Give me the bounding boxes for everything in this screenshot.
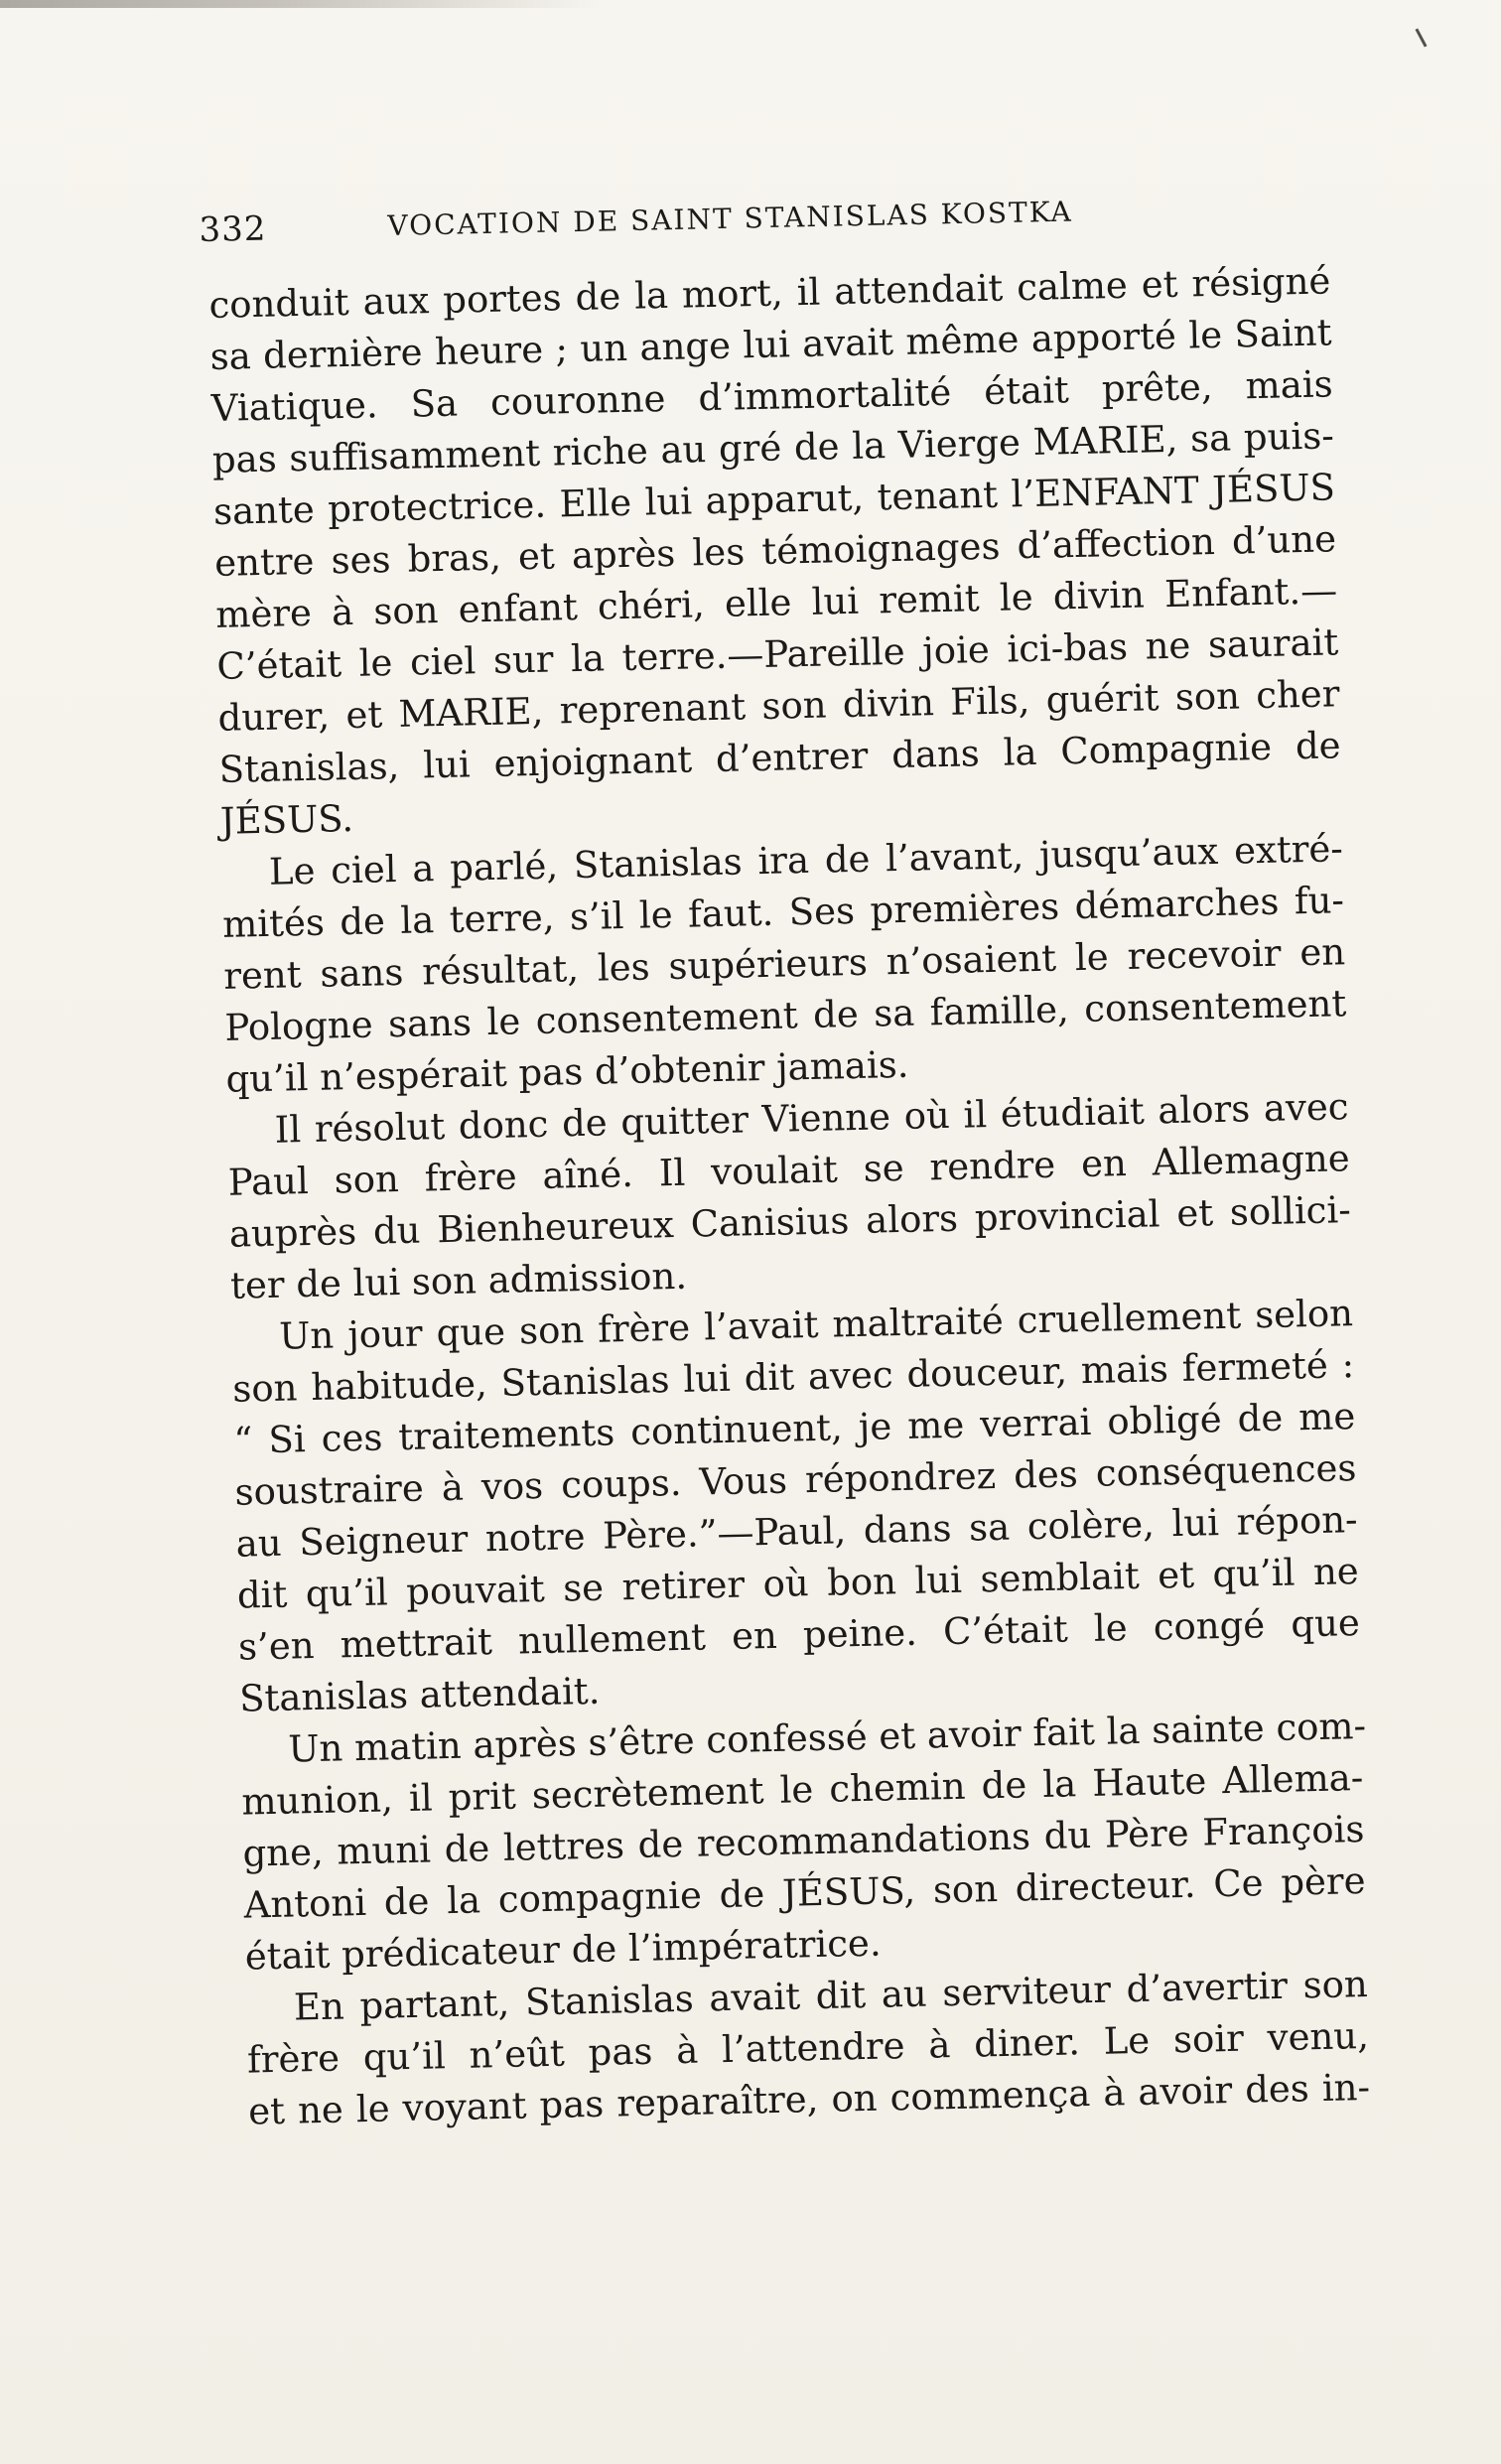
scan-edge-shadow — [0, 0, 1501, 8]
text-line: mère à son enfant chéri, elle lui remit le divin Enfant.— — [214, 569, 1338, 636]
text-line: “ Si ces traitements continuent, je me verrai obligé de me — [233, 1395, 1356, 1462]
text-line: était prédicateur de l’impératrice. — [244, 1921, 883, 1979]
page-number: 332 — [199, 208, 267, 250]
text-line: Paul son frère aîné. Il voulait se rendre en Allemagne — [227, 1137, 1351, 1204]
text-line: entre ses bras, et après les témoignages d’affection d’une — [213, 517, 1337, 585]
text-line: rent sans résultat, les supérieurs n’osaient le recevoir en — [222, 930, 1346, 998]
text-line: conduit aux portes de la mort, il attendait calme et résigné — [208, 259, 1331, 327]
text-line: JÉSUS. — [219, 796, 354, 843]
text-line: En partant, Stanislas avait dit au serviteur d’avertir son — [293, 1962, 1369, 2029]
text-line: gne, muni de lettres de recommandations du Père François — [242, 1807, 1365, 1875]
text-line: dit qu’il pouvait se retirer où bon lui semblait et qu’il ne — [236, 1550, 1360, 1617]
text-line: au Seigneur notre Père.”—Paul, dans sa colère, lui répon- — [235, 1498, 1358, 1566]
text-line: durer, et MARIE, reprenant son divin Fils, guérit son cher — [217, 672, 1340, 740]
text-line: Le ciel a parlé, Stanislas ira de l’avant, jusqu’aux extré- — [268, 827, 1344, 893]
text-line: munion, il prit secrètement le chemin de la Haute Allema- — [240, 1755, 1364, 1824]
text-line: Un matin après s’être confessé et avoir fait la sainte com- — [287, 1704, 1367, 1771]
text-line: Antoni de la compagnie de JÉSUS, son directeur. Ce père — [243, 1858, 1366, 1927]
text-line: frère qu’il n’eût pas à l’attendre à diner. Le soir venu, — [246, 2013, 1370, 2082]
text-line: mités de la terre, s’il le faut. Ses premières démarches fu- — [221, 879, 1345, 946]
text-line: Stanislas attendait. — [238, 1669, 601, 1720]
text-line: sante protectrice. Elle lui apparut, tenant l’ENFANT JÉSUS — [212, 466, 1336, 533]
text-line: son habitude, Stanislas lui dit avec douceur, mais fermeté : — [231, 1343, 1355, 1411]
text-line: sa dernière heure ; un ange lui avait même apporté le Saint — [209, 311, 1332, 378]
text-line: Stanislas, lui enjoignant d’entrer dans la Compagnie de — [218, 724, 1341, 791]
text-line: s’en mettrait nullement en peine. C’était le congé que — [237, 1601, 1361, 1669]
text-line: C’était le ciel sur la terre.—Pareille joie ici-bas ne saurait — [216, 620, 1339, 688]
text-line: et ne le voyant pas reparaître, on commença à avoir des in- — [247, 2065, 1371, 2133]
text-line: soustraire à vos coups. Vous répondrez des conséquences — [234, 1446, 1357, 1514]
text-line: Viatique. Sa couronne d’immortalité était prête, mais — [210, 362, 1334, 430]
scan-mark — [1415, 28, 1427, 47]
text-line: Pologne sans le consentement de sa famille, consentement — [223, 982, 1347, 1049]
text-line: pas suffisamment riche au gré de la Vierge MARIE, sa puis- — [211, 414, 1335, 481]
text-line: ter de lui son admission. — [229, 1254, 688, 1307]
text-line: Il résolut donc de quitter Vienne où il étudiait alors avec — [274, 1085, 1349, 1152]
text-line: Un jour que son frère l’avait maltraité cruellement selon — [278, 1292, 1354, 1358]
text-line: auprès du Bienheureux Canisius alors provincial et sollici- — [228, 1188, 1352, 1256]
body-text — [208, 255, 1371, 2137]
page-header — [199, 187, 1153, 254]
text-line: qu’il n’espérait pas d’obtenir jamais. — [225, 1042, 909, 1101]
running-title: VOCATION DE SAINT STANISLAS KOSTKA — [387, 195, 1074, 243]
